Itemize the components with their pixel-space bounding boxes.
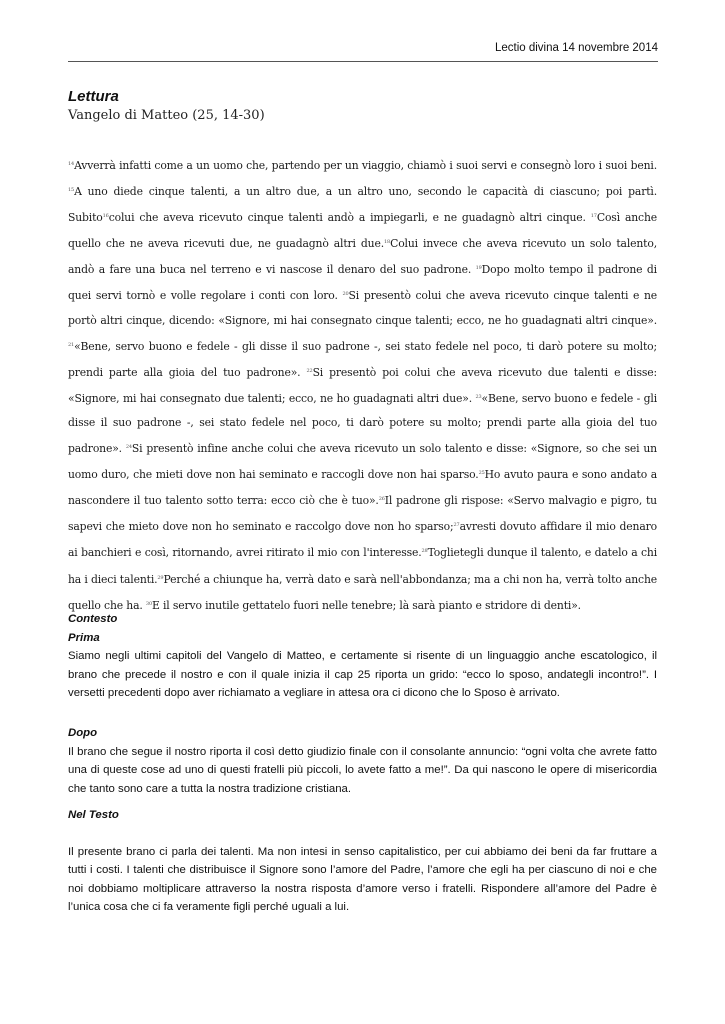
verse-number: 23 (475, 393, 482, 400)
verse-number: 19 (475, 265, 482, 272)
verse-number: 27 (453, 522, 460, 529)
verse-text: «Bene, servo buono e fedele - gli disse il suo padrone -, sei stato fedele nel poco, ti darò potere su molto; prendi parte alla gioia del tuo padrone». (68, 391, 658, 456)
verse-text: E il servo inutile gettatelo fuori nelle tenebre; là sarà pianto e stridore di denti». (151, 598, 581, 612)
verse-text: A uno diede cinque talenti, a un altro due, a un altro uno, secondo le capacità di ciascuno; poi partì. Subito (68, 185, 657, 225)
verse-number: 28 (421, 548, 428, 555)
verse-text: avresti dovuto affidare il mio denaro ai banchieri e così, ritornando, avrei ritirato il mio con l'interesse. (68, 520, 657, 560)
nel-testo-heading: Nel Testo (68, 809, 119, 821)
verse-text: Si presentò poi colui che aveva ricevuto due talenti e disse: «Signore, mi hai consegnato due talenti; ecco, ne ho guadagnati altri due». (68, 365, 657, 405)
gospel-text (68, 152, 657, 618)
verse-number: 26 (378, 496, 385, 503)
verse-number: 14 (68, 161, 75, 167)
verse-number: 18 (384, 239, 391, 246)
verse-text: Avverrà infatti come a un uomo che, partendo per un viaggio, chiamò i suoi servi e consegnò loro i suoi beni. (74, 159, 657, 172)
verse-number: 30 (145, 600, 152, 607)
contesto-section (68, 610, 657, 703)
verse-text: Toglietegli dunque il talento, e datelo a chi ha i dieci talenti. (68, 546, 657, 586)
verse-text: Così anche quello che ne aveva ricevuti due, ne guadagnò altri due. (68, 211, 657, 251)
verse-text: Dopo molto tempo il padrone di quei servi tornò e volle regolare i conti con loro. (68, 263, 657, 303)
dopo-paragraph: Il brano che segue il nostro riporta il così detto giudizio finale con il consolante annuncio: “ogni volta che avrete fatto una di queste cose ad uno di questi fratelli più piccoli, lo avete fatto a me!”. Da qui nascono le opere di misericordia che tanto sono care a tutta la nostra tradizione cristiana. (68, 745, 657, 795)
contesto-heading: Contesto (68, 613, 118, 625)
verse-number: 21 (68, 341, 75, 348)
verse-number: 17 (590, 213, 597, 220)
prima-paragraph: Siamo negli ultimi capitoli del Vangelo di Matteo, e certamente si risente di un linguaggio anche escatologico, il brano che precede il nostro e con il quale inizia il cap 25 riporta un grido: “ecco lo sposo, andategli incontro!”. I versetti precedenti dopo aver richiamato a vegliare in attesa ora ci dicono che lo Sposo è arrivato. (68, 650, 657, 699)
verse-text: «Bene, servo buono e fedele - gli disse il suo padrone -, sei stato fedele nel poco, ti darò potere su molto; prendi parte alla gioia del tuo padrone». (68, 339, 657, 379)
prima-heading: Prima (68, 631, 100, 644)
verse-text: Si presentò colui che aveva ricevuto cinque talenti e ne portò altri cinque, dicendo: «Signore, mi hai consegnato cinque talenti; ecco, ne ho guadagnati altri cinque». (68, 289, 657, 327)
verse-number: 29 (157, 574, 164, 581)
page-header (68, 42, 658, 62)
nel-testo-section (68, 806, 657, 917)
verse-number: 20 (342, 291, 349, 298)
verse-text: Colui invece che aveva ricevuto un solo talento, andò a fare una buca nel terreno e vi nascose il denaro del suo padrone. (68, 237, 657, 277)
lettura-heading: Lettura (68, 88, 119, 105)
dopo-section (68, 724, 657, 798)
header-title: Lectio divina 14 novembre 2014 (494, 42, 658, 54)
verse-text: Si presentò infine anche colui che aveva ricevuto un solo talento e disse: «Signore, so che sei un uomo duro, che mieti dove non hai seminato e raccogli dove non hai sparso. (68, 442, 657, 482)
verse-number: 16 (102, 213, 109, 220)
verse-text: Perché a chiunque ha, verrà dato e sarà nell'abbondanza; ma a chi non ha, verrà tolto anche quello che ha. (68, 572, 657, 612)
verse-number: 22 (306, 367, 313, 374)
verse-number: 15 (68, 187, 75, 194)
gospel-reference: Vangelo di Matteo (25, 14-30) (68, 108, 265, 123)
verse-text: Il padrone gli rispose: «Servo malvagio e pigro, tu sapevi che mieto dove non ho seminato e raccolgo dove non ho sparso; (68, 494, 657, 534)
verse-number: 24 (125, 444, 132, 451)
dopo-heading: Dopo (68, 727, 98, 739)
verse-text: Ho avuto paura e sono andato a nascondere il tuo talento sotto terra: ecco ciò che è tuo». (68, 468, 657, 508)
verse-number: 25 (478, 470, 485, 477)
nel-testo-paragraph: Il presente brano ci parla dei talenti. Ma non intesi in senso capitalistico, per cui abbiamo dei beni da far fruttare a tutti i costi. I talenti che distribuisce il Signore sono l’amore del Padre, l’amore che egli ha per ciascuno di noi e che noi dobbiamo moltiplicare attraverso la nostra risposta d’amore verso i fratelli. Rispondere all’amore del Padre è l’unica cosa che ci fa veramente figli perché uguali a lui. (68, 845, 657, 913)
verse-text: colui che aveva ricevuto cinque talenti andò a impiegarli, e ne guadagnò altri cinque. (108, 211, 591, 225)
